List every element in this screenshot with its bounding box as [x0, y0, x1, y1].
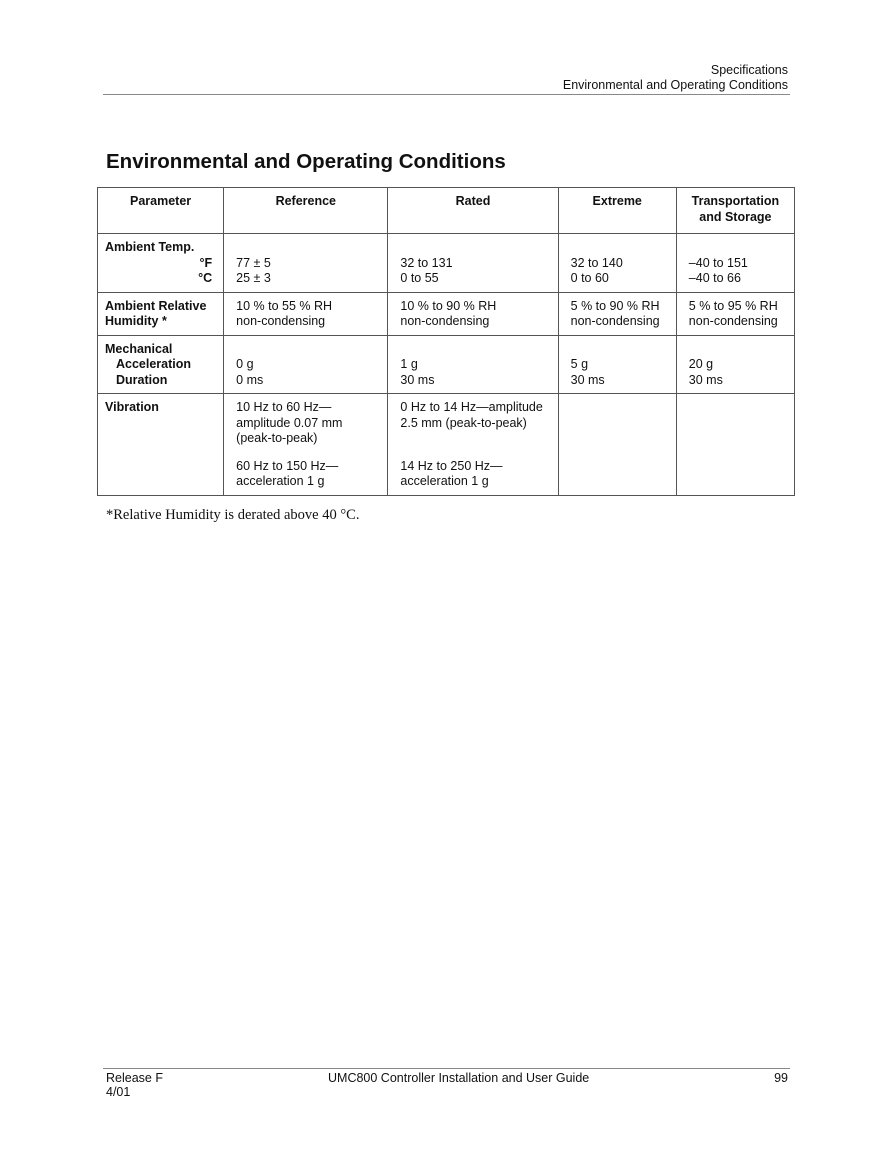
cell-temp-extreme [558, 234, 676, 293]
cell-value: 32 to 131 [400, 255, 453, 270]
cell-value: 14 Hz to 250 Hz— [400, 458, 503, 473]
cell-temp-reference [224, 234, 388, 293]
cell-value: 0 Hz to 14 Hz—amplitude [400, 400, 543, 414]
cell-humidity-extreme [558, 292, 676, 335]
cell-value: 30 ms [570, 372, 605, 387]
cell-temp-transport [676, 234, 794, 293]
param-label: Mechanical [105, 341, 173, 356]
footer-date: 4/01 [106, 1085, 131, 1099]
header-reference: Reference [224, 188, 388, 234]
cell-humidity-rated [388, 292, 558, 335]
table-row-humidity [98, 292, 795, 335]
cell-value: amplitude 0.07 mm [236, 415, 343, 430]
cell-mech-transport [676, 335, 794, 394]
page-title: Environmental and Operating Conditions [106, 150, 506, 173]
cell-value: 30 ms [400, 372, 435, 387]
cell-value: 25 ± 3 [236, 271, 271, 285]
param-humidity [98, 292, 224, 335]
cell-value: 77 ± 5 [236, 255, 271, 270]
header-parameter: Parameter [98, 188, 224, 234]
param-ambient-temp [98, 234, 224, 293]
header-extreme: Extreme [558, 188, 676, 234]
header-transportation: Transportation and Storage [676, 188, 794, 234]
cell-value: 20 g [688, 357, 714, 371]
param-label: Ambient Relative [105, 298, 207, 313]
table-row-vibration [98, 394, 795, 496]
param-vibration [98, 394, 224, 496]
cell-value: 0 ms [236, 372, 264, 387]
cell-value: non-condensing [400, 314, 490, 328]
cell-value: 60 Hz to 150 Hz— [236, 458, 339, 473]
cell-vibration-transport [676, 394, 794, 496]
running-header-section: Specifications [710, 63, 788, 77]
conditions-table [97, 187, 795, 496]
cell-value: (peak-to-peak) [236, 431, 318, 445]
cell-humidity-transport [676, 292, 794, 335]
cell-value: 32 to 140 [570, 255, 623, 270]
cell-value: 5 g [570, 357, 589, 371]
unit-fahrenheit: °F [199, 255, 213, 270]
cell-mech-rated [388, 335, 558, 394]
param-sublabel: Acceleration [116, 357, 192, 371]
cell-vibration-extreme [558, 394, 676, 496]
cell-value: –40 to 66 [688, 271, 741, 285]
header-rule [103, 94, 790, 95]
unit-celsius: °C [198, 271, 213, 285]
cell-value: 30 ms [688, 372, 723, 387]
cell-value: 10 % to 90 % RH [400, 298, 497, 313]
cell-value: 10 % to 55 % RH [236, 298, 333, 313]
footer-guide-title: UMC800 Controller Installation and User Guide [328, 1071, 590, 1085]
cell-value: –40 to 151 [688, 255, 748, 270]
cell-mech-extreme [558, 335, 676, 394]
cell-vibration-rated [388, 394, 558, 496]
table-header-row [98, 188, 795, 234]
table-row-ambient-temp [98, 234, 795, 293]
cell-value: 1 g [400, 357, 418, 371]
cell-value: non-condensing [688, 314, 778, 328]
cell-mech-reference [224, 335, 388, 394]
cell-value: non-condensing [570, 314, 660, 328]
param-label: Ambient Temp. [105, 240, 195, 254]
cell-value: 5 % to 95 % RH [688, 298, 778, 313]
page-number: 99 [774, 1071, 788, 1085]
cell-vibration-reference [224, 394, 388, 496]
header-rated: Rated [388, 188, 558, 234]
running-header-topic: Environmental and Operating Conditions [562, 78, 788, 92]
cell-temp-rated [388, 234, 558, 293]
cell-value: 10 Hz to 60 Hz— [236, 400, 332, 414]
cell-value: non-condensing [236, 314, 326, 328]
cell-humidity-reference [224, 292, 388, 335]
cell-value: 5 % to 90 % RH [570, 298, 660, 313]
param-sublabel: Duration [116, 372, 168, 387]
footer-release: Release F [106, 1071, 163, 1085]
footer-rule [103, 1068, 790, 1069]
param-label: Vibration [105, 400, 159, 414]
param-mechanical [98, 335, 224, 394]
param-label: Humidity * [105, 314, 167, 328]
footnote: *Relative Humidity is derated above 40 °C. [106, 507, 360, 523]
cell-value: acceleration 1 g [236, 474, 325, 488]
cell-value: 0 to 60 [570, 271, 609, 285]
cell-value: acceleration 1 g [400, 474, 489, 488]
cell-value: 0 to 55 [400, 271, 439, 285]
table-row-mechanical [98, 335, 795, 394]
cell-value: 0 g [236, 357, 254, 371]
cell-value: 2.5 mm (peak-to-peak) [400, 415, 527, 430]
